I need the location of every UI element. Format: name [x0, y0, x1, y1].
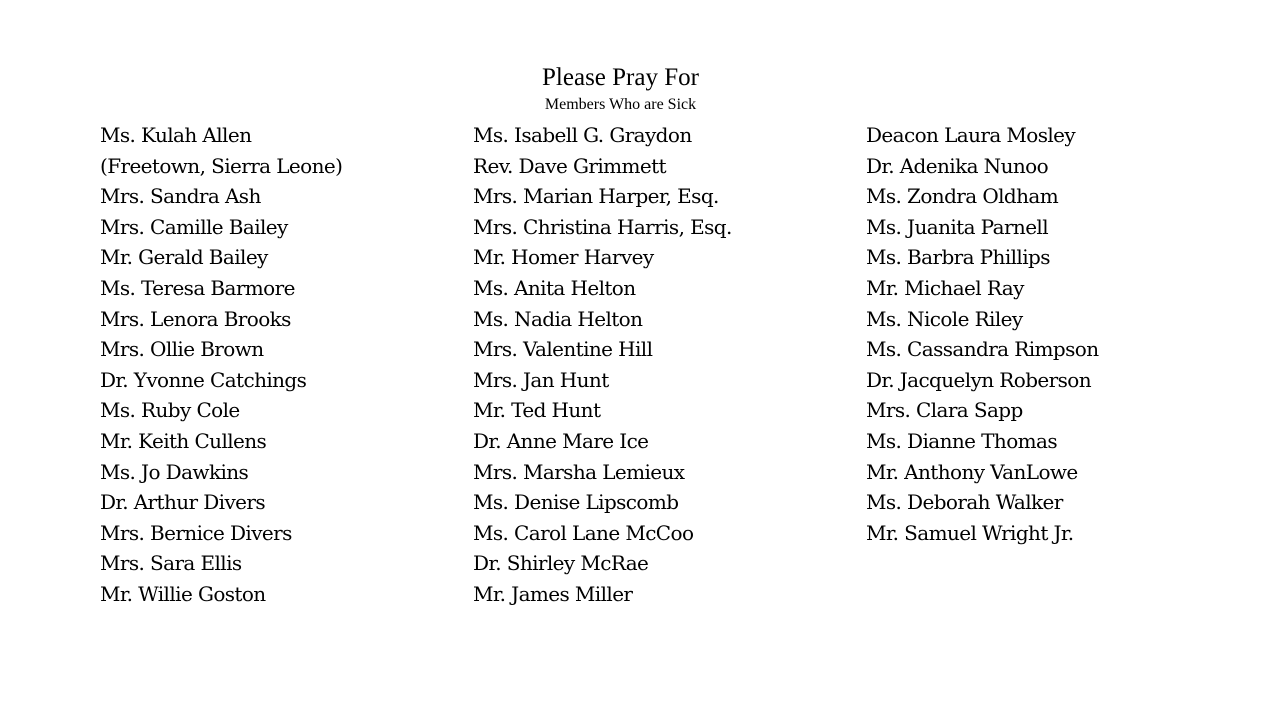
member-name: Mr. Keith Cullens	[100, 428, 267, 453]
member-name: Ms. Jo Dawkins	[100, 459, 249, 484]
member-name: Ms. Carol Lane McCoo	[473, 520, 694, 545]
member-name: Mrs. Lenora Brooks	[100, 306, 291, 331]
member-name: Ms. Dianne Thomas	[866, 428, 1057, 453]
member-name: Mrs. Marian Harper, Esq.	[473, 184, 719, 209]
member-name: Dr. Arthur Divers	[100, 490, 266, 515]
member-name: Mrs. Jan Hunt	[473, 367, 609, 392]
member-name: Mr. Michael Ray	[866, 275, 1024, 300]
member-name: Mrs. Sara Ellis	[100, 551, 242, 576]
member-name: Ms. Cassandra Rimpson	[866, 337, 1099, 362]
member-name: (Freetown, Sierra Leone)	[100, 153, 343, 178]
page-subtitle: Members Who are Sick	[544, 96, 697, 113]
member-name: Ms. Deborah Walker	[866, 490, 1063, 515]
member-name: Ms. Kulah Allen	[100, 123, 252, 147]
name-column-2	[473, 120, 732, 610]
member-name: Mrs. Camille Bailey	[100, 214, 288, 239]
member-name: Mrs. Clara Sapp	[866, 398, 1023, 423]
member-name: Mr. Ted Hunt	[473, 398, 601, 423]
member-name: Mr. Homer Harvey	[473, 245, 654, 270]
member-name: Rev. Dave Grimmett	[473, 153, 666, 178]
member-name: Ms. Isabell G. Graydon	[473, 123, 692, 147]
member-name: Ms. Anita Helton	[473, 275, 636, 300]
member-name: Mr. Anthony VanLowe	[866, 459, 1078, 484]
member-name: Dr. Shirley McRae	[473, 551, 649, 576]
member-name: Mrs. Sandra Ash	[100, 184, 261, 209]
name-column-3	[866, 120, 1098, 548]
member-name: Dr. Anne Mare Ice	[473, 428, 649, 453]
member-name: Ms. Nicole Riley	[866, 306, 1023, 331]
member-name: Ms. Juanita Parnell	[866, 214, 1049, 239]
member-name: Ms. Denise Lipscomb	[473, 490, 679, 515]
member-name: Dr. Jacquelyn Roberson	[866, 367, 1091, 392]
member-name: Ms. Teresa Barmore	[100, 275, 295, 300]
member-name: Ms. Ruby Cole	[100, 398, 240, 423]
member-name: Ms. Zondra Oldham	[866, 184, 1059, 209]
member-name: Ms. Nadia Helton	[473, 306, 643, 331]
member-name: Mrs. Bernice Divers	[100, 520, 292, 545]
member-name: Mr. Samuel Wright Jr.	[866, 520, 1074, 545]
member-name: Mr. Gerald Bailey	[100, 245, 268, 270]
member-name: Mr. James Miller	[473, 581, 633, 606]
member-name: Mrs. Valentine Hill	[473, 337, 653, 362]
member-name: Dr. Yvonne Catchings	[100, 367, 307, 392]
name-column-1	[100, 120, 342, 610]
member-name: Mrs. Ollie Brown	[100, 337, 264, 362]
page-title: Please Pray For	[542, 64, 699, 91]
member-name: Mrs. Christina Harris, Esq.	[473, 214, 732, 239]
member-name: Mr. Willie Goston	[100, 581, 266, 606]
member-name: Dr. Adenika Nunoo	[866, 153, 1049, 178]
member-name: Ms. Barbra Phillips	[866, 245, 1050, 270]
member-name: Mrs. Marsha Lemieux	[473, 459, 685, 484]
member-name: Deacon Laura Mosley	[866, 123, 1076, 147]
